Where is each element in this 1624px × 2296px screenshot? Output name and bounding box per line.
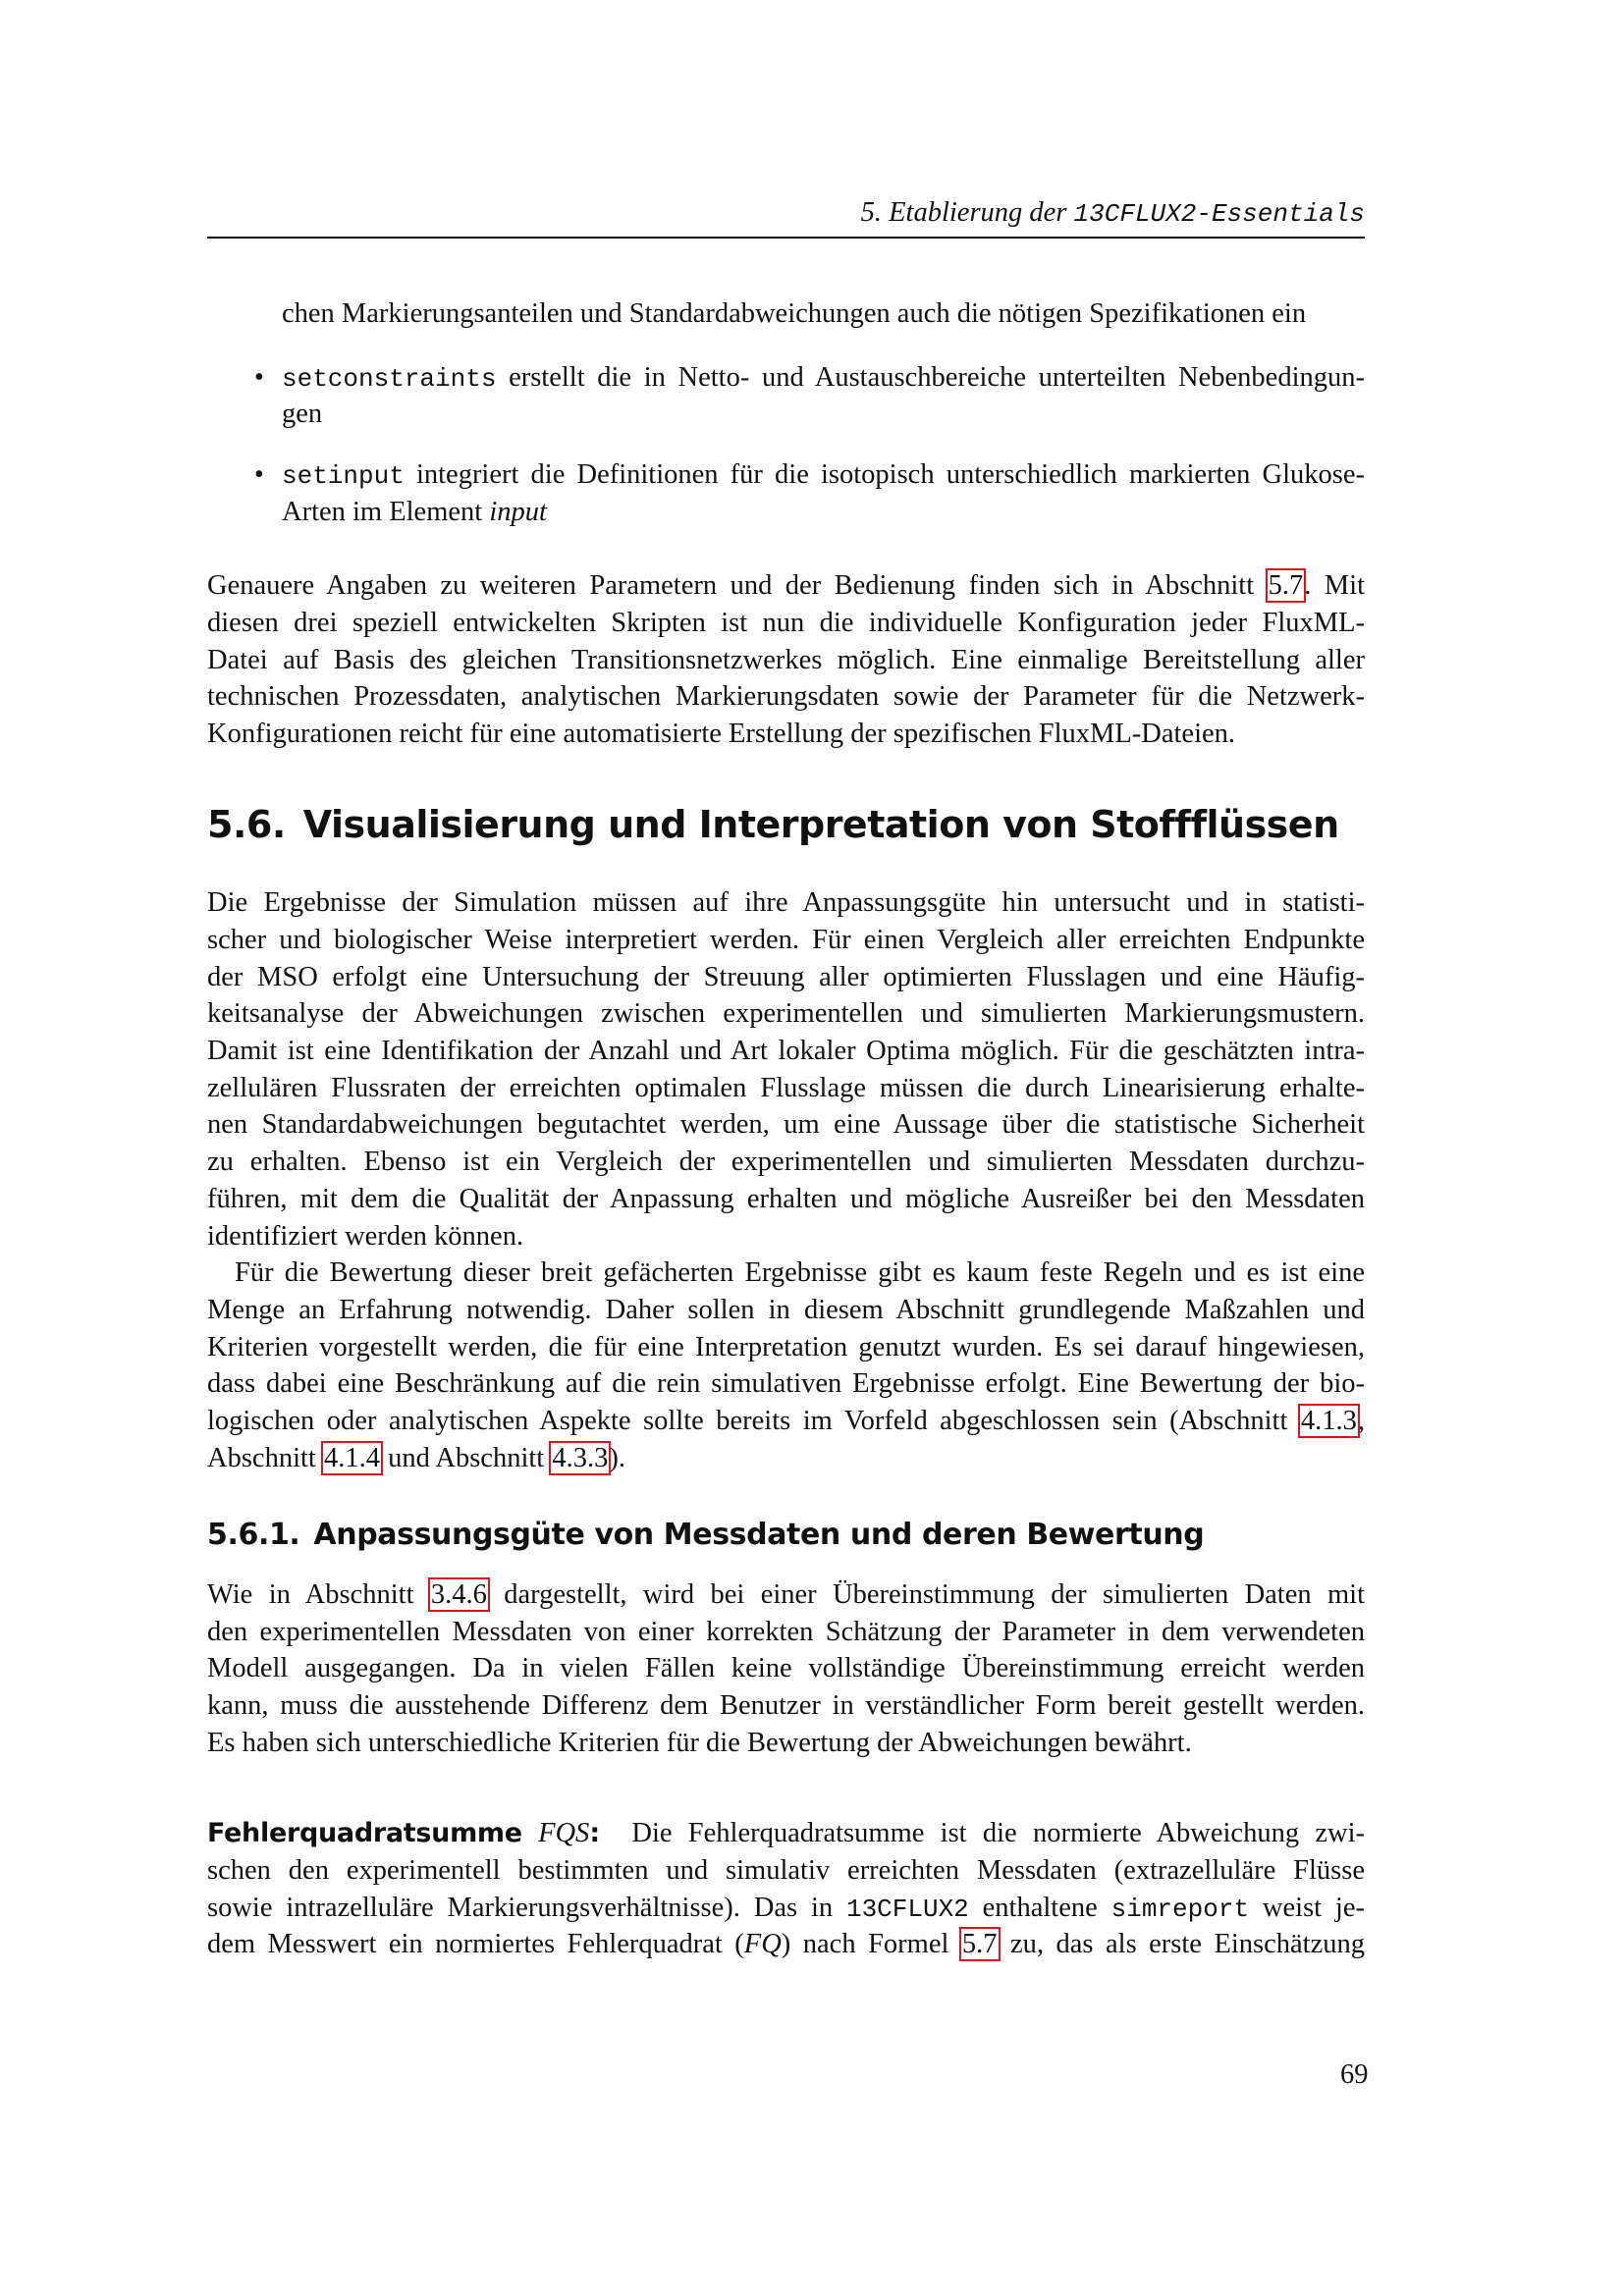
code-13cflux2: 13CFLUX2	[845, 1895, 969, 1924]
code-setconstraints: setconstraints	[282, 364, 497, 394]
section-number: 5.6.	[207, 803, 286, 846]
section-link-5-7[interactable]: 5.7	[1268, 570, 1304, 601]
subsection-number: 5.6.1.	[207, 1518, 300, 1552]
section-link-4-1-3[interactable]: 4.1.3	[1300, 1406, 1357, 1436]
paragraph-line: scher und biologischer Weise interpretiert werden. Für einen Vergleich aller erreichten Endpunkte	[207, 925, 1365, 955]
code-simreport: simreport	[1110, 1895, 1250, 1924]
running-header-code: 13CFLUX2-Essentials	[1073, 199, 1365, 229]
paragraph-line: Wie in Abschnitt 3.4.6 dargestellt, wird bei einer Übereinstimmung der simulierten Daten mit	[207, 1579, 1365, 1610]
paragraph-line: keitsanalyse der Abweichungen zwischen experimentellen und simulierten Markierungsmustern.	[207, 998, 1365, 1029]
paragraph-line: Die Ergebnisse der Simulation müssen auf ihre Anpassungsgüte hin untersucht und in statisti-	[207, 887, 1365, 918]
code-setinput: setinput	[282, 461, 405, 491]
subsection-heading	[207, 1518, 1204, 1553]
paragraph-line: nen Standardabweichungen begutachtet werden, um eine Aussage über die statistische Sicherheit	[207, 1109, 1365, 1140]
paragraph-line: Datei auf Basis des gleichen Transitionsnetzwerkes möglich. Eine einmalige Bereitstellung aller	[207, 645, 1365, 675]
paragraph-line: dem Messwert ein normiertes Fehlerquadrat (FQ) nach Formel 5.7 zu, das als erste Einschätzung	[207, 1929, 1365, 1959]
paragraph-line: zellulären Flussraten der erreichten optimalen Flusslage müssen die durch Linearisierung erhalte-	[207, 1073, 1365, 1103]
emphasis-input: input	[489, 497, 547, 527]
paragraph-line: Damit ist eine Identifikation der Anzahl und Art lokaler Optima möglich. Für die geschätzten intra-	[207, 1036, 1365, 1066]
fqs-label: Fehlerquadratsumme	[207, 1818, 522, 1848]
section-link-4-1-4[interactable]: 4.1.4	[323, 1443, 380, 1473]
subsection-title: Anpassungsgüte von Messdaten und deren Bewertung	[313, 1518, 1205, 1552]
bullet-icon: •	[254, 362, 264, 393]
paragraph-line: Abschnitt 4.1.4 und Abschnitt 4.3.3).	[207, 1443, 625, 1473]
paragraph-line: logischen oder analytischen Aspekte sollte bereits im Vorfeld abgeschlossen sein (Abschnitt 4.1.3,	[207, 1406, 1365, 1436]
bullet-item-setconstraints: setconstraints erstellt die in Netto- und Austauschbereiche unterteilten Nebenbedingun-	[282, 362, 1365, 394]
paragraph-line: diesen drei speziell entwickelten Skripten ist nun die individuelle Konfiguration jeder FluxML-	[207, 608, 1365, 638]
bullet-item-setinput: setinput integriert die Definitionen für die isotopisch unterschiedlich markierten Glukose-	[282, 459, 1365, 491]
paragraph-line: Genauere Angaben zu weiteren Parametern und der Bedienung finden sich in Abschnitt 5.7. Mit	[207, 570, 1365, 601]
section-heading	[207, 803, 1339, 846]
paragraph-line: Modell ausgegangen. Da in vielen Fällen keine vollständige Übereinstimmung erreicht werden	[207, 1653, 1365, 1683]
fq-symbol: FQ	[743, 1929, 782, 1959]
running-header-chapter: 5. Etablierung der	[860, 197, 1074, 228]
formula-link-5-7[interactable]: 5.7	[961, 1929, 998, 1959]
fqs-paragraph-line: Fehlerquadratsumme FQS: Die Fehlerquadratsumme ist die normierte Abweichung zwi-	[207, 1818, 1365, 1848]
paragraph-line: Konfigurationen reicht für eine automatisierte Erstellung der spezifischen FluxML-Dateien.	[207, 719, 1236, 749]
paragraph-line: schen den experimentell bestimmten und simulativ erreichten Messdaten (extrazelluläre Flüsse	[207, 1855, 1365, 1886]
bullet-icon: •	[254, 459, 264, 490]
paragraph-line: dass dabei eine Beschränkung auf die rein simulativen Ergebnisse erfolgt. Eine Bewertung der bio-	[207, 1368, 1365, 1399]
header-rule	[207, 237, 1365, 239]
paragraph-line: führen, mit dem die Qualität der Anpassung erhalten und mögliche Ausreißer bei den Messdaten	[207, 1184, 1365, 1214]
section-link-4-3-3[interactable]: 4.3.3	[552, 1443, 609, 1473]
paragraph-line: Es haben sich unterschiedliche Kriterien für die Bewertung der Abweichungen bewährt.	[207, 1728, 1192, 1758]
running-header	[861, 196, 1365, 231]
bullet-item-line: Arten im Element input	[282, 497, 547, 527]
paragraph-line: technischen Prozessdaten, analytischen Markierungsdaten sowie der Parameter für die Netzwerk-	[207, 681, 1365, 712]
paragraph-line: sowie intrazelluläre Markierungsverhältnisse). Das in 13CFLUX2 enthaltene simreport weist je-	[207, 1893, 1365, 1924]
page-number: 69	[1340, 2059, 1369, 2090]
continued-item-line: chen Markierungsanteilen und Standardabweichungen auch die nötigen Spezifikationen ein	[282, 298, 1307, 329]
paragraph-line: Für die Bewertung dieser breit gefächerten Ergebnisse gibt es kaum feste Regeln und es ist eine	[235, 1257, 1365, 1288]
fqs-symbol: FQS	[538, 1818, 590, 1848]
section-link-3-4-6[interactable]: 3.4.6	[430, 1579, 487, 1610]
section-title: Visualisierung und Interpretation von Stoffflüssen	[302, 803, 1339, 846]
paragraph-line: Kriterien vorgestellt werden, die für eine Interpretation genutzt wurden. Es sei darauf hingewiesen,	[207, 1332, 1365, 1362]
bullet-item-line: gen	[282, 399, 323, 429]
paragraph-line: den experimentellen Messdaten von einer korrekten Schätzung der Parameter in dem verwendeten	[207, 1617, 1365, 1647]
paragraph-line: identifiziert werden können.	[207, 1221, 524, 1252]
paragraph-line: der MSO erfolgt eine Untersuchung der Streuung aller optimierten Flusslagen und eine Häufig-	[207, 962, 1365, 992]
paragraph-line: zu erhalten. Ebenso ist ein Vergleich der experimentellen und simulierten Messdaten durchzu-	[207, 1147, 1365, 1177]
paragraph-line: kann, muss die ausstehende Differenz dem Benutzer in verständlicher Form bereit gestellt werden.	[207, 1690, 1365, 1721]
paragraph-line: Menge an Erfahrung notwendig. Daher sollen in diesem Abschnitt grundlegende Maßzahlen und	[207, 1295, 1365, 1325]
